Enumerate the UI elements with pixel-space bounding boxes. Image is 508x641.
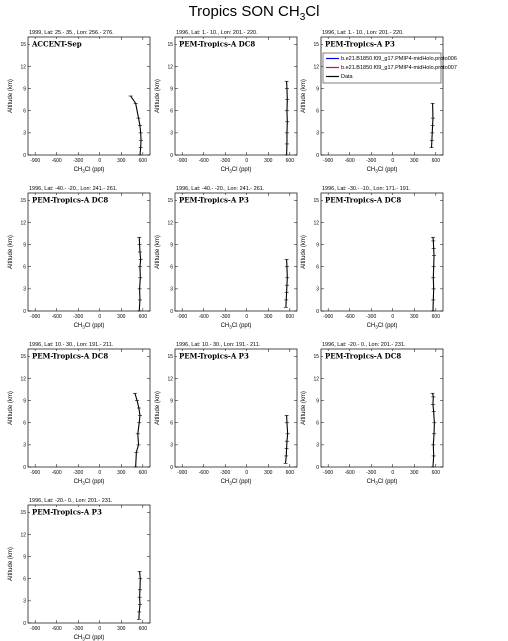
y-tick-label: 15 — [313, 354, 319, 361]
x-tick-label: -600 — [51, 626, 62, 632]
y-tick-label: 9 — [23, 242, 26, 249]
y-tick-label: 9 — [23, 554, 26, 561]
y-tick-label: 9 — [170, 242, 173, 249]
x-tick-label: 0 — [245, 314, 249, 320]
x-tick-label: -600 — [51, 314, 62, 320]
y-tick-label: 3 — [23, 286, 26, 293]
y-axis-label: Altitude (km) — [301, 235, 307, 269]
y-tick-label: 12 — [20, 532, 26, 539]
y-tick-label: 9 — [316, 398, 319, 405]
x-tick-label: -900 — [323, 158, 334, 164]
y-tick-label: 0 — [316, 152, 319, 159]
x-tick-label: -600 — [344, 470, 355, 476]
figure-title: Tropics SON $CH_3Cl$ — [188, 3, 320, 23]
x-axis-label: $CH_3Cl$ (ppt) — [220, 479, 252, 486]
x-tick-label: -600 — [198, 314, 209, 320]
x-tick-label: -300 — [366, 158, 377, 164]
y-tick-label: 0 — [170, 152, 173, 159]
x-tick-label: 0 — [245, 470, 249, 476]
panel-6 — [301, 186, 443, 330]
panel-label: PEM-Tropics-A DC8 — [32, 195, 109, 205]
x-tick-label: -300 — [366, 470, 377, 476]
panel-label: PEM-Tropics-A P3 — [179, 195, 249, 205]
x-tick-label: -900 — [30, 470, 41, 476]
x-tick-label: 300 — [264, 470, 273, 476]
y-tick-label: 9 — [316, 242, 319, 249]
y-tick-label: 0 — [23, 308, 26, 315]
x-tick-label: -900 — [323, 314, 334, 320]
panel-10 — [8, 498, 150, 641]
legend-entry-label: b.e21.B1850.f09_g17.PMIP4-midHolo.proto006 — [341, 56, 457, 62]
panel-header: 1996, Lat: -40.- -20., Lon: 241.- 261. — [29, 186, 118, 192]
y-tick-label: 3 — [170, 130, 173, 137]
y-tick-label: 15 — [20, 42, 26, 49]
y-tick-label: 3 — [23, 598, 26, 605]
plot-frame — [175, 193, 297, 311]
x-tick-label: 0 — [98, 470, 102, 476]
x-tick-label: 0 — [98, 626, 102, 632]
x-tick-label: 0 — [245, 158, 249, 164]
y-tick-label: 15 — [20, 198, 26, 205]
y-tick-label: 3 — [170, 286, 173, 293]
x-tick-label: -900 — [30, 158, 41, 164]
panel-header: 1996, Lat: -40.- -20., Lon: 241.- 261. — [176, 186, 265, 192]
legend — [323, 53, 457, 83]
panel-label: PEM-Tropics-A P3 — [179, 351, 249, 361]
x-tick-label: 300 — [410, 158, 419, 164]
y-tick-label: 15 — [167, 198, 173, 205]
panel-8 — [155, 342, 297, 486]
panel-7 — [8, 342, 150, 486]
x-tick-label: -600 — [51, 470, 62, 476]
y-axis-label: Altitude (km) — [155, 391, 161, 425]
x-tick-label: -600 — [51, 158, 62, 164]
y-tick-label: 15 — [313, 42, 319, 49]
panel-header: 1996, Lat: 1.- 10., Lon: 201.- 220. — [322, 30, 404, 36]
panel-1 — [8, 30, 150, 174]
y-tick-label: 6 — [23, 264, 26, 271]
y-axis-label: Altitude (km) — [155, 79, 161, 113]
panel-3 — [301, 30, 457, 174]
x-tick-label: 0 — [98, 314, 102, 320]
x-tick-label: -900 — [177, 314, 188, 320]
plot-frame — [28, 349, 150, 467]
panel-header: 1996, Lat: -30.- -10., Lon: 171.- 191. — [322, 186, 411, 192]
x-tick-label: 600 — [285, 314, 294, 320]
panel-header: 1996, Lat: -20.- 0., Lon: 201.- 231. — [322, 342, 406, 348]
x-axis-label: $CH_3Cl$ (ppt) — [366, 323, 398, 330]
panel-header: 1996, Lat: 10.- 30., Lon: 191.- 211. — [176, 342, 261, 348]
y-tick-label: 3 — [23, 442, 26, 449]
y-tick-label: 6 — [23, 108, 26, 115]
panel-label: ACCENT-Sep — [32, 39, 82, 49]
legend-entry-label: b.e21.B1850.f09_g17.PMIP4-midHolo.proto007 — [341, 65, 457, 71]
panel-label: PEM-Tropics-A DC8 — [32, 351, 109, 361]
y-tick-label: 12 — [167, 376, 173, 383]
y-axis-label: Altitude (km) — [8, 547, 14, 581]
panel-label: PEM-Tropics-A DC8 — [179, 39, 256, 49]
y-tick-label: 3 — [170, 442, 173, 449]
x-tick-label: 300 — [117, 470, 126, 476]
y-axis-label: Altitude (km) — [8, 391, 14, 425]
x-tick-label: 600 — [285, 470, 294, 476]
y-axis-label: Altitude (km) — [301, 79, 307, 113]
panel-4 — [8, 186, 150, 330]
x-axis-label: $CH_3Cl$ (ppt) — [73, 479, 105, 486]
y-axis-label: Altitude (km) — [8, 235, 14, 269]
y-tick-label: 12 — [20, 64, 26, 71]
y-tick-label: 15 — [20, 510, 26, 517]
plot-frame — [28, 193, 150, 311]
x-tick-label: 300 — [410, 314, 419, 320]
y-tick-label: 12 — [20, 376, 26, 383]
panel-label: PEM-Tropics-A P3 — [325, 39, 395, 49]
y-tick-label: 0 — [170, 464, 173, 471]
y-tick-label: 6 — [23, 420, 26, 427]
y-axis-label: Altitude (km) — [155, 235, 161, 269]
panel-label: PEM-Tropics-A DC8 — [325, 195, 402, 205]
x-tick-label: -300 — [366, 314, 377, 320]
panel-9 — [301, 342, 443, 486]
x-tick-label: 300 — [117, 158, 126, 164]
y-tick-label: 9 — [23, 86, 26, 93]
x-tick-label: -900 — [30, 626, 41, 632]
panel-header: 1996, Lat: -20.- 0., Lon: 201.- 231. — [29, 498, 113, 504]
y-tick-label: 0 — [170, 308, 173, 315]
y-tick-label: 0 — [316, 308, 319, 315]
y-tick-label: 6 — [316, 420, 319, 427]
y-tick-label: 6 — [316, 108, 319, 115]
y-tick-label: 15 — [167, 354, 173, 361]
panel-label: PEM-Tropics-A DC8 — [325, 351, 402, 361]
y-tick-label: 12 — [313, 64, 319, 71]
x-tick-label: -300 — [220, 158, 231, 164]
x-tick-label: 300 — [117, 626, 126, 632]
y-tick-label: 9 — [170, 86, 173, 93]
legend-entry-label: Data — [341, 74, 353, 80]
y-tick-label: 0 — [23, 464, 26, 471]
x-axis-label: $CH_3Cl$ (ppt) — [366, 479, 398, 486]
x-tick-label: 300 — [117, 314, 126, 320]
y-tick-label: 12 — [313, 220, 319, 227]
y-tick-label: 3 — [316, 130, 319, 137]
x-axis-label: $CH_3Cl$ (ppt) — [73, 167, 105, 174]
x-tick-label: 600 — [431, 158, 440, 164]
x-tick-label: 300 — [264, 314, 273, 320]
y-tick-label: 0 — [316, 464, 319, 471]
y-tick-label: 0 — [23, 620, 26, 627]
x-tick-label: -300 — [73, 158, 84, 164]
y-tick-label: 15 — [167, 42, 173, 49]
x-tick-label: 0 — [98, 158, 102, 164]
x-tick-label: -300 — [73, 314, 84, 320]
x-tick-label: 0 — [391, 470, 395, 476]
y-tick-label: 12 — [20, 220, 26, 227]
panel-header: 1996, Lat: 1.- 10., Lon: 201.- 220. — [176, 30, 258, 36]
x-tick-label: 600 — [285, 158, 294, 164]
x-tick-label: -600 — [198, 470, 209, 476]
x-axis-label: $CH_3Cl$ (ppt) — [220, 167, 252, 174]
x-tick-label: -300 — [73, 470, 84, 476]
panel-header: 1996, Lat: 10.- 30., Lon: 191.- 211. — [29, 342, 114, 348]
x-tick-label: 600 — [138, 314, 147, 320]
y-tick-label: 12 — [167, 220, 173, 227]
x-axis-label: $CH_3Cl$ (ppt) — [73, 635, 105, 641]
x-tick-label: -900 — [323, 470, 334, 476]
x-tick-label: -600 — [344, 158, 355, 164]
plot-frame — [175, 37, 297, 155]
y-axis-label: Altitude (km) — [301, 391, 307, 425]
x-axis-label: $CH_3Cl$ (ppt) — [73, 323, 105, 330]
y-tick-label: 3 — [316, 286, 319, 293]
x-tick-label: -300 — [220, 314, 231, 320]
y-tick-label: 6 — [170, 108, 173, 115]
data-series-line — [135, 393, 140, 467]
plot-frame — [321, 349, 443, 467]
y-tick-label: 0 — [23, 152, 26, 159]
x-tick-label: 300 — [410, 470, 419, 476]
y-tick-label: 6 — [23, 576, 26, 583]
panel-5 — [155, 186, 297, 330]
y-axis-label: Altitude (km) — [8, 79, 14, 113]
x-tick-label: 0 — [391, 158, 395, 164]
x-tick-label: -900 — [177, 470, 188, 476]
y-tick-label: 15 — [20, 354, 26, 361]
x-tick-label: -600 — [198, 158, 209, 164]
x-tick-label: 600 — [431, 314, 440, 320]
y-tick-label: 15 — [313, 198, 319, 205]
y-tick-label: 12 — [313, 376, 319, 383]
x-tick-label: 600 — [138, 158, 147, 164]
x-axis-label: $CH_3Cl$ (ppt) — [366, 167, 398, 174]
y-tick-label: 6 — [170, 420, 173, 427]
y-tick-label: 12 — [167, 64, 173, 71]
y-tick-label: 6 — [170, 264, 173, 271]
x-tick-label: -900 — [30, 314, 41, 320]
y-tick-label: 9 — [23, 398, 26, 405]
y-tick-label: 3 — [316, 442, 319, 449]
panel-label: PEM-Tropics-A P3 — [32, 507, 102, 517]
x-tick-label: 300 — [264, 158, 273, 164]
y-tick-label: 3 — [23, 130, 26, 137]
y-tick-label: 9 — [316, 86, 319, 93]
x-tick-label: -900 — [177, 158, 188, 164]
x-tick-label: 600 — [431, 470, 440, 476]
x-tick-label: -300 — [73, 626, 84, 632]
x-axis-label: $CH_3Cl$ (ppt) — [220, 323, 252, 330]
panel-header: 1999, Lat: 25.- 35., Lon: 256.- 276. — [29, 30, 114, 36]
x-tick-label: -600 — [344, 314, 355, 320]
plot-frame — [28, 505, 150, 623]
x-tick-label: -300 — [220, 470, 231, 476]
plot-frame — [175, 349, 297, 467]
x-tick-label: 0 — [391, 314, 395, 320]
x-tick-label: 600 — [138, 470, 147, 476]
plot-frame — [321, 193, 443, 311]
panel-2 — [155, 30, 297, 174]
y-tick-label: 9 — [170, 398, 173, 405]
y-tick-label: 6 — [316, 264, 319, 271]
x-tick-label: 600 — [138, 626, 147, 632]
